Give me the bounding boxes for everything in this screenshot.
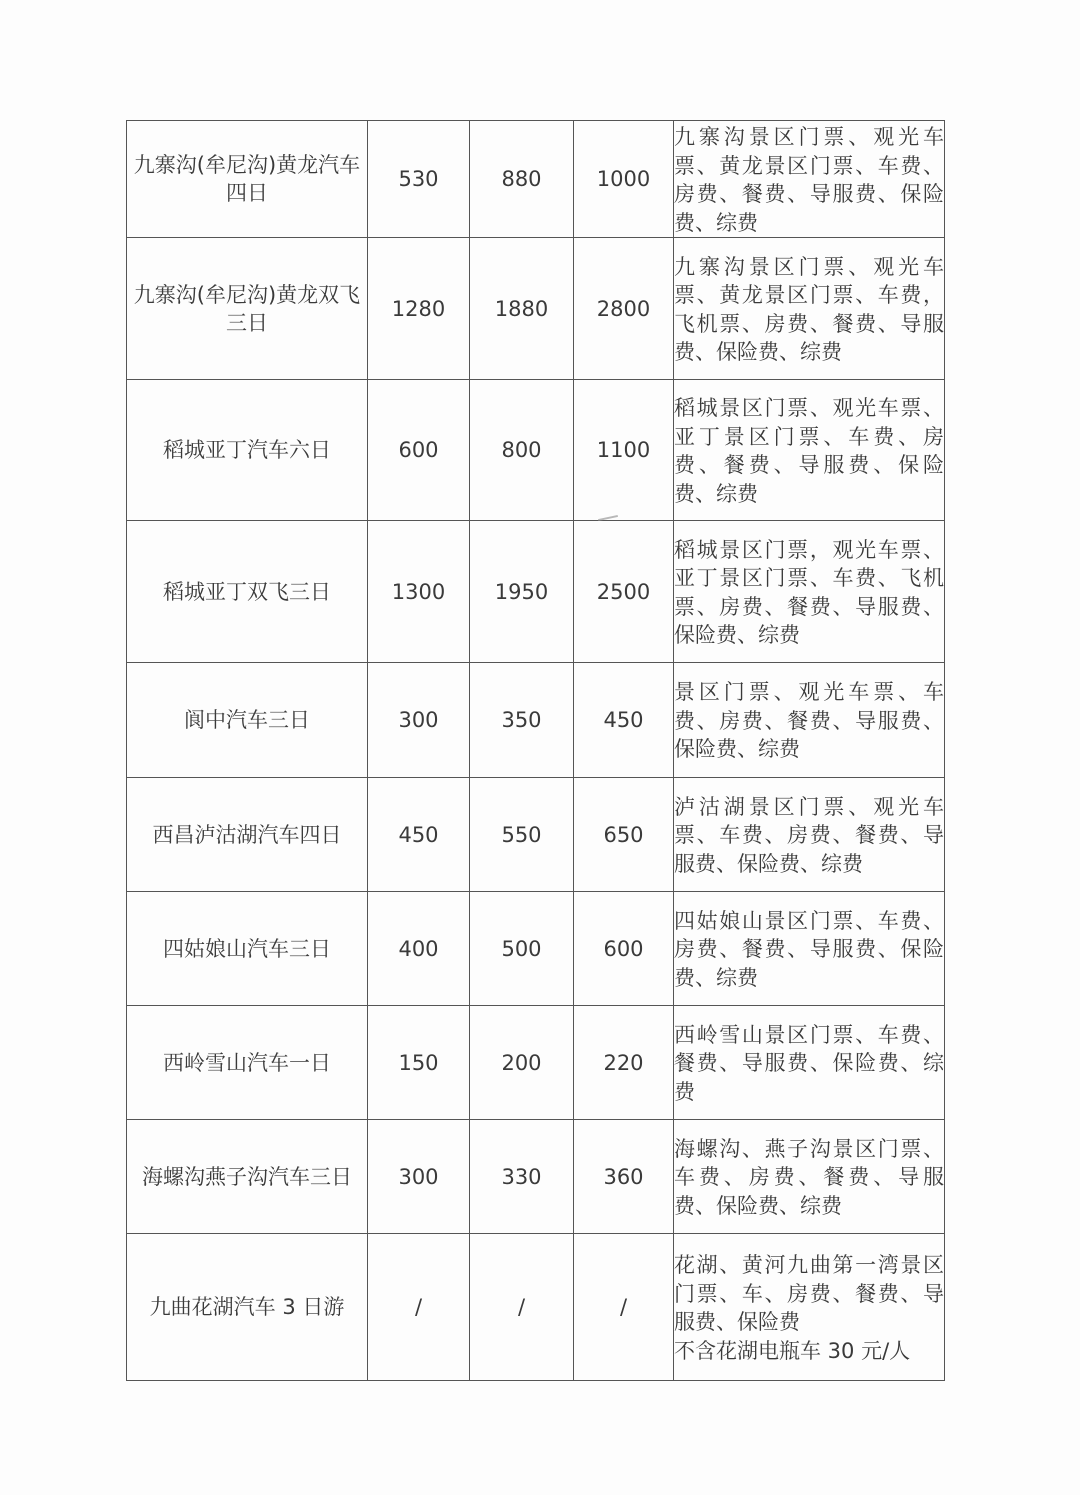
table-row — [127, 380, 945, 521]
price-cell: 530 — [368, 121, 470, 238]
table-row — [127, 1234, 945, 1381]
tour-name-cell: 阆中汽车三日 — [127, 663, 368, 778]
price-cell: 1300 — [368, 521, 470, 663]
price-cell: 1280 — [368, 238, 470, 380]
includes-cell — [674, 238, 945, 380]
price-cell: 220 — [574, 1006, 674, 1120]
table-row — [127, 121, 945, 238]
table-row — [127, 1120, 945, 1234]
tour-name-cell: 九曲花湖汽车 3 日游 — [127, 1234, 368, 1381]
price-cell: / — [470, 1234, 574, 1381]
includes-text: 泸沽湖景区门票、观光车票、车费、房费、餐费、导服费、保险费、综费 — [674, 794, 944, 876]
includes-text: 四姑娘山景区门票、车费、房费、餐费、导服费、保险费、综费 — [674, 908, 944, 990]
tour-name-cell: 西岭雪山汽车一日 — [127, 1006, 368, 1120]
includes-cell — [674, 380, 945, 521]
price-cell: 800 — [470, 380, 574, 521]
includes-cell — [674, 121, 945, 238]
price-cell: 550 — [470, 778, 574, 892]
price-cell: / — [368, 1234, 470, 1381]
price-cell: / — [574, 1234, 674, 1381]
price-cell: 1000 — [574, 121, 674, 238]
price-cell: 150 — [368, 1006, 470, 1120]
price-cell: 880 — [470, 121, 574, 238]
includes-cell — [674, 778, 945, 892]
price-cell: 360 — [574, 1120, 674, 1234]
includes-text: 景区门票、观光车票、车费、房费、餐费、导服费、保险费、综费 — [674, 680, 944, 762]
tour-name-cell: 西昌泸沽湖汽车四日 — [127, 778, 368, 892]
price-cell: 600 — [574, 892, 674, 1006]
price-cell: 400 — [368, 892, 470, 1006]
price-cell: 600 — [368, 380, 470, 521]
tour-name-cell: 稻城亚丁双飞三日 — [127, 521, 368, 663]
includes-cell — [674, 663, 945, 778]
tour-price-table — [126, 120, 945, 1381]
price-cell: 450 — [574, 663, 674, 778]
price-cell: 300 — [368, 1120, 470, 1234]
price-cell: 500 — [470, 892, 574, 1006]
tour-name-cell: 九寨沟(牟尼沟)黄龙双飞三日 — [127, 238, 368, 380]
table-row — [127, 663, 945, 778]
table-body — [127, 121, 945, 1381]
table-row — [127, 778, 945, 892]
price-cell: 450 — [368, 778, 470, 892]
includes-text: 稻城景区门票，观光车票、亚丁景区门票、车费、飞机票、房费、餐费、导服费、保险费、综费 — [674, 537, 944, 647]
price-cell: 200 — [470, 1006, 574, 1120]
includes-text: 九寨沟景区门票、观光车票、黄龙景区门票、车费、房费、餐费、导服费、保险费、综费 — [674, 125, 944, 235]
price-cell: 350 — [470, 663, 574, 778]
price-cell: 330 — [470, 1120, 574, 1234]
price-cell: 1100 — [574, 380, 674, 521]
includes-cell — [674, 892, 945, 1006]
includes-cell — [674, 1006, 945, 1120]
price-cell: 1880 — [470, 238, 574, 380]
price-cell: 650 — [574, 778, 674, 892]
includes-cell — [674, 1234, 945, 1381]
includes-cell — [674, 1120, 945, 1234]
includes-note: 不含花湖电瓶车 30 元/人 — [674, 1338, 911, 1363]
tour-name-cell: 九寨沟(牟尼沟)黄龙汽车四日 — [127, 121, 368, 238]
table-row — [127, 1006, 945, 1120]
includes-text: 海螺沟、燕子沟景区门票、车费、房费、餐费、导服费、保险费、综费 — [674, 1136, 944, 1218]
price-cell: 1950 — [470, 521, 574, 663]
tour-name-cell: 四姑娘山汽车三日 — [127, 892, 368, 1006]
price-cell: 2800 — [574, 238, 674, 380]
price-cell: 300 — [368, 663, 470, 778]
includes-text: 西岭雪山景区门票、车费、餐费、导服费、保险费、综费 — [674, 1022, 944, 1104]
includes-text: 稻城景区门票、观光车票、亚丁景区门票、车费、房费、餐费、导服费、保险费、综费 — [674, 396, 944, 506]
tour-name-cell: 稻城亚丁汽车六日 — [127, 380, 368, 521]
includes-text: 九寨沟景区门票、观光车票、黄龙景区门票、车费，飞机票、房费、餐费、导服费、保险费、综费 — [674, 254, 944, 364]
table-row — [127, 238, 945, 380]
table-row — [127, 892, 945, 1006]
includes-cell — [674, 521, 945, 663]
price-cell: 2500 — [574, 521, 674, 663]
table-row — [127, 521, 945, 663]
includes-text: 花湖、黄河九曲第一湾景区门票、车、房费、餐费、导服费、保险费 — [674, 1253, 944, 1334]
tour-name-cell: 海螺沟燕子沟汽车三日 — [127, 1120, 368, 1234]
